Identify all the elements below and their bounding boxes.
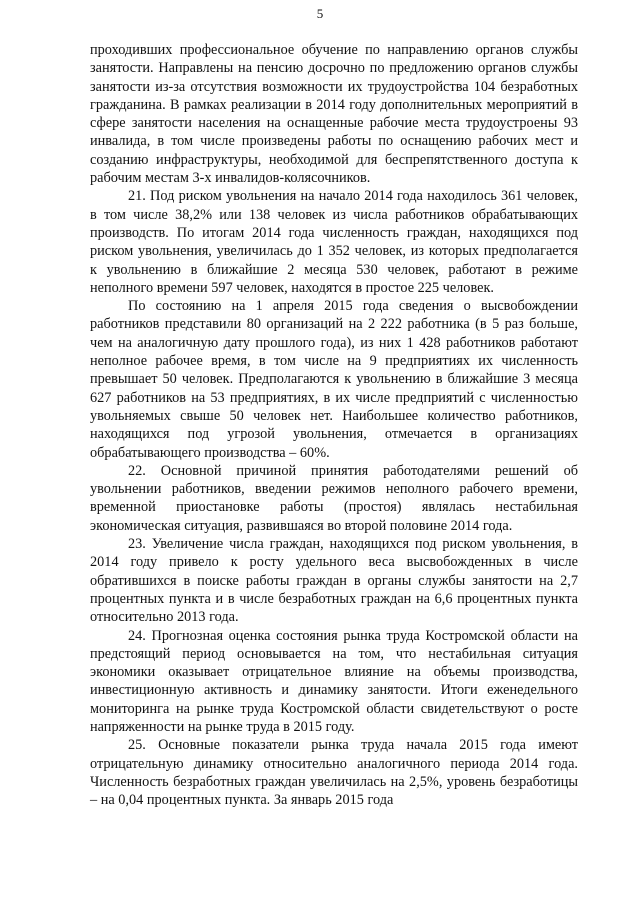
paragraph-24: 24. Прогнозная оценка состояния рынка труда Костромской области на предстоящий период основывается на том, что нестабильная ситуация экономики оказывает отрицательное влияние на объемы производства, инвестиционную активность и динамику занятости. Итоги еженедельного мониторинга на рынке труда Костромской области свидетельствуют о росте напряженности на рынке труда в 2015 году. <box>90 627 578 735</box>
paragraph-23: 23. Увеличение числа граждан, находящихся под риском увольнения, в 2014 году привело к росту удельного веса высвобожденных в числе обратившихся в поиске работы граждан в органы службы занятости на 2,7 процентных пункта и в числе безработных граждан на 6,6 процентных пункта относительно 2013 года. <box>90 536 578 626</box>
paragraph-21-continued: По состоянию на 1 апреля 2015 года сведения о высвобождении работников представили 80 организаций на 2 222 работника (в 5 раз больше, чем на аналогичную дату прошлого года), из них 1 428 работников работают неполное рабочее время, в том числе на 9 предприятиях их численность превышает 50 человек. Предполагаются к увольнению в ближайшие 3 месяца 627 работников на 53 предприятиях, в их числе предприятий с численностью увольняемых свыше 50 человек нет. Наибольшее количество работников, находящихся под угрозой увольнения, отмечается в организациях обрабатывающего производства – 60%. <box>90 298 578 461</box>
paragraph-21: 21. Под риском увольнения на начало 2014 года находилось 361 человек, в том числе 38,2% или 138 человек из числа работников обрабатывающих производств. По итогам 2014 года численность граждан, находящихся под риском увольнения, увеличилась до 1 352 человек, из которых предполагается к увольнению в ближайшие 2 месяца 530 человек, работают в режиме неполного времени 597 человек, находятся в простое 225 человек. <box>90 188 578 296</box>
page-number: 5 <box>316 6 324 21</box>
document-body <box>90 41 578 809</box>
paragraph-25: 25. Основные показатели рынка труда начала 2015 года имеют отрицательную динамику относительно аналогичного периода 2014 года. Численность безработных граждан увеличилась на 2,5%, уровень безработицы – на 0,04 процентных пункта. За январь 2015 года <box>90 737 578 809</box>
paragraph-continued: проходивших профессиональное обучение по направлению органов службы занятости. Направлены на пенсию досрочно по предложению органов службы занятости из-за отсутствия возможности их трудоустройства 104 безработных гражданина. В рамках реализации в 2014 году дополнительных мероприятий в сфере занятости населения на оснащенные рабочие места трудоустроены 93 инвалида, в том числе произведены работы по оснащению рабочих мест и созданию инфраструктуры, необходимой для беспрепятственного доступа к рабочим местам 3-х инвалидов-колясочников. <box>90 42 578 187</box>
paragraph-22: 22. Основной причиной принятия работодателями решений об увольнении работников, введении режимов неполного рабочего времени, временной приостановке работы (простоя) являлась нестабильная экономическая ситуация, развившаяся во второй половине 2014 года. <box>90 462 578 534</box>
